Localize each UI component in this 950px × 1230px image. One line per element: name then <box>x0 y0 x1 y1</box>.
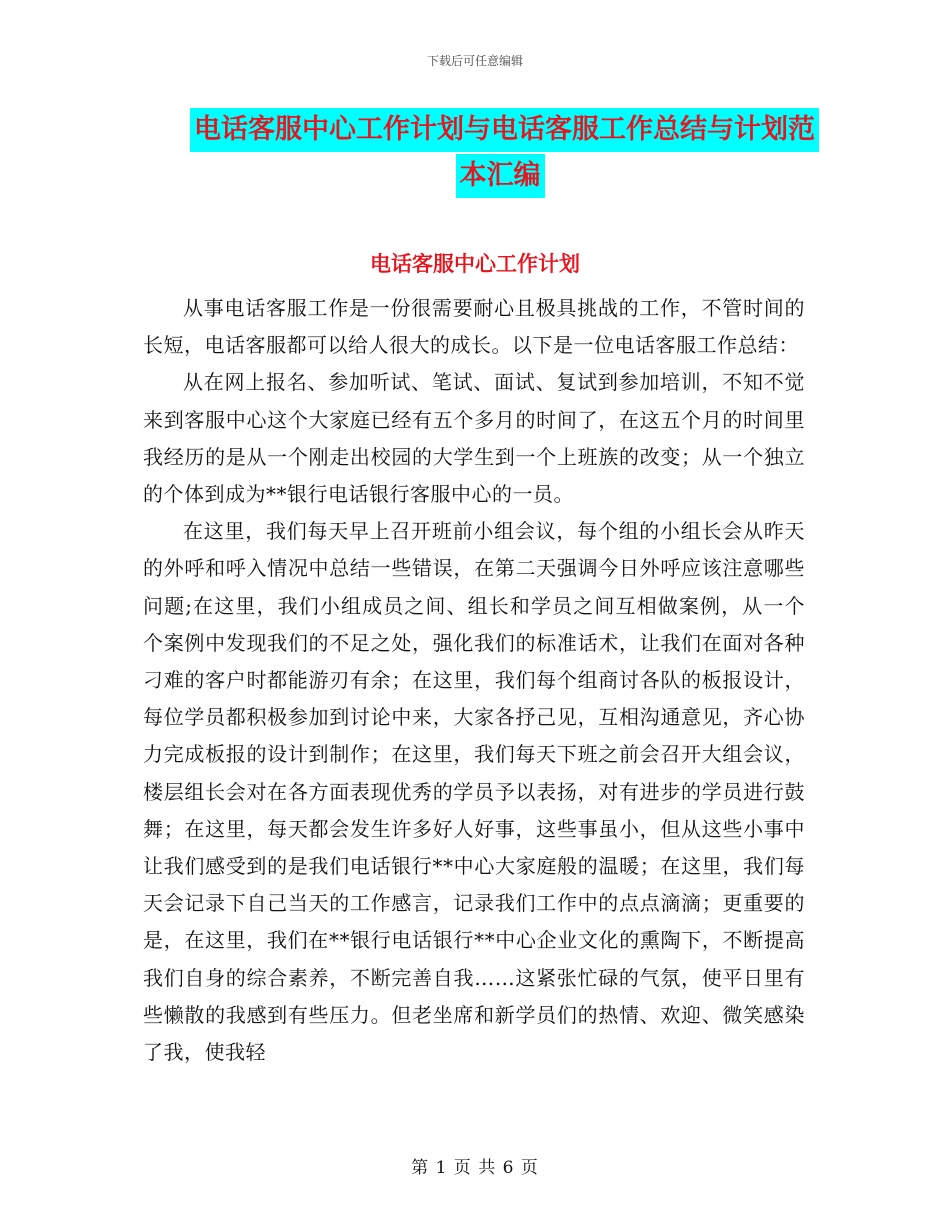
document-title <box>190 108 815 198</box>
title-line-2: 本汇编 <box>456 154 545 198</box>
paragraph-experience: 从在网上报名、参加听试、笔试、面试、复试到参加培训，不知不觉来到客服中心这个大家庭已经有五个多月的时间了，在这五个月的时间里我经历的是从一个刚走出校园的大学生到一个上班族的改变；从一个独立的个体到成为**银行电话银行客服中心的一员。 <box>143 370 805 507</box>
body-text <box>143 290 805 1071</box>
paragraph-daily-work: 在这里，我们每天早上召开班前小组会议，每个组的小组长会从昨天的外呼和呼入情况中总结一些错误，在第二天强调今日外呼应该注意哪些问题;在这里，我们小组成员之间、组长和学员之间互相做案例，从一个个案例中发现我们的不足之处，强化我们的标准话术，让我们在面对各种刁难的客户时都能游刃有余；在这里，我们每个组商讨各队的板报设计，每位学员都积极参加到讨论中来，大家各抒己见，互相沟通意见，齐心协力完成板报的设计到制作；在这里，我们每天下班之前会召开大组会议，楼层组长会对在各方面表现优秀的学员予以表扬，对有进步的学员进行鼓舞；在这里，每天都会发生许多好人好事，这些事虽小，但从这些小事中让我们感受到的是我们电话银行**中心大家庭般的温暖；在这里，我们每天会记录下自己当天的工作感言，记录我们工作中的点点滴滴；更重要的是，在这里，我们在**银行电话银行**中心企业文化的熏陶下，不断提高我们自身的综合素养，不断完善自我……这紧张忙碌的气氛，使平日里有些懒散的我感到有些压力。但老坐席和新学员们的热情、欢迎、微笑感染了我，使我轻 <box>143 519 805 1065</box>
page-footer: 第 1 页 共 6 页 <box>411 1158 539 1178</box>
title-line-1: 电话客服中心工作计划与电话客服工作总结与计划范 <box>190 108 819 152</box>
section-heading: 电话客服中心工作计划 <box>370 252 580 276</box>
header-note: 下载后可任意编辑 <box>426 54 523 68</box>
paragraph-intro: 从事电话客服工作是一份很需要耐心且极具挑战的工作，不管时间的长短，电话客服都可以给人很大的成长。以下是一位电话客服工作总结： <box>143 296 805 358</box>
